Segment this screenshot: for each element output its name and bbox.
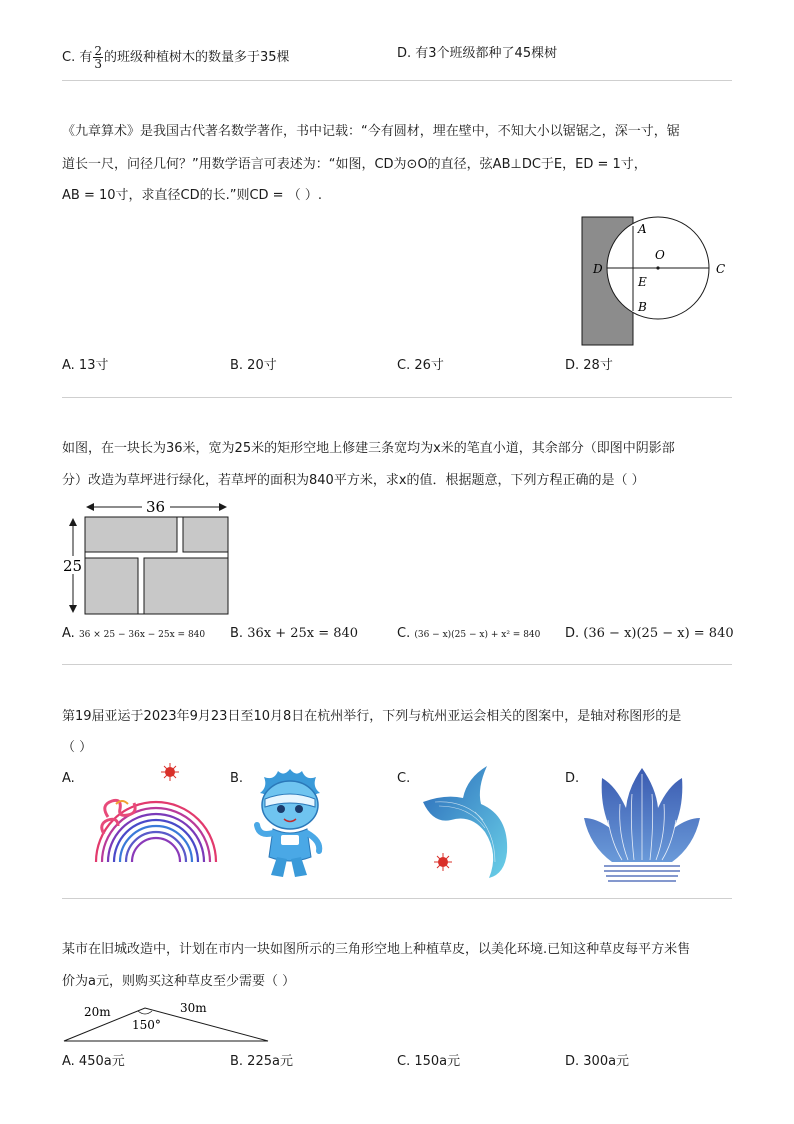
- center-point: [656, 266, 659, 269]
- q2-lawn-figure: [60, 495, 235, 620]
- q0-option-c-text: 的班级种植树木的数量多于35棵: [103, 50, 290, 65]
- q2-option-d[interactable]: [565, 626, 734, 642]
- divider: [62, 664, 732, 665]
- q4-option-d[interactable]: D. 300a元: [565, 1054, 630, 1069]
- label-a: A: [638, 222, 647, 236]
- q1-text-line-2: 道长一尺，问径几何？”用数学语言可表述为：“如图，CD为⊙O的直径，弦AB⊥DC于E，ED = 1寸，: [62, 157, 647, 172]
- lawn-block: [144, 558, 228, 614]
- fraction-denominator: 3: [94, 57, 102, 71]
- q4-option-a[interactable]: A. 450a元: [62, 1054, 125, 1069]
- q4-option-b[interactable]: B. 225a元: [230, 1054, 293, 1069]
- q1-option-d[interactable]: D. 28寸: [565, 358, 613, 373]
- label-o: O: [655, 248, 665, 262]
- q2-text-line-1: 如图，在一块长为36米，宽为25米的矩形空地上修建三条宽均为x米的笔直小道，其余部分（即图中阴影部: [62, 441, 675, 456]
- lawn-block: [85, 558, 138, 614]
- width-label: 36: [146, 498, 166, 516]
- mascot-icon[interactable]: [245, 765, 335, 885]
- side-label-30m: 30m: [180, 1001, 207, 1015]
- divider: [62, 397, 732, 398]
- lawn-block: [183, 517, 228, 552]
- q4-text-line-1: 某市在旧城改造中，计划在市内一块如图所示的三角形空地上种植草皮，以美化环境.已知这种草皮每平方米售: [62, 942, 691, 957]
- q3-label-b[interactable]: B.: [230, 771, 244, 786]
- q0-option-c-prefix: C. 有: [62, 50, 93, 65]
- q2-option-c[interactable]: [397, 626, 540, 643]
- q2-text-line-2: 分）改造为草坪进行绿化，若草坪的面积为840平方米，求x的值．根据题意，下列方程正确的是（ ）: [62, 473, 645, 488]
- q4-triangle-figure: [60, 998, 275, 1046]
- q1-text-line-3: AB = 10寸，求直径CD的长.”则CD = （ ）.: [62, 188, 322, 203]
- option-letter: C.: [397, 626, 411, 641]
- q1-circle-figure: [575, 210, 735, 350]
- q0-option-c[interactable]: [62, 45, 290, 70]
- option-equation: (36 − x)(25 − x) = 840: [583, 626, 734, 641]
- emblem-rainbow-icon[interactable]: [78, 762, 228, 884]
- label-d: D: [593, 262, 603, 276]
- q0-option-d[interactable]: D. 有3个班级都种了45棵树: [397, 46, 558, 61]
- q3-label-a[interactable]: A.: [62, 771, 75, 786]
- lawn-block: [85, 517, 177, 552]
- q3-label-d[interactable]: D.: [565, 771, 580, 786]
- lotus-icon[interactable]: [582, 764, 702, 884]
- q3-text-line-2: （ ）: [62, 740, 93, 755]
- option-letter: D.: [565, 626, 580, 641]
- label-e: E: [638, 275, 647, 289]
- angle-label: 150°: [132, 1018, 161, 1032]
- q3-text-line-1: 第19届亚运于2023年9月23日至10月8日在杭州举行，下列与杭州亚运会相关的图案中，是轴对称图形的是: [62, 709, 682, 724]
- q3-label-c[interactable]: C.: [397, 771, 411, 786]
- whale-tail-icon[interactable]: [415, 762, 515, 884]
- q2-option-b[interactable]: [230, 626, 358, 642]
- q4-text-line-2: 价为a元，则购买这种草皮至少需要（ ）: [62, 974, 296, 989]
- option-equation: 36x + 25x = 840: [247, 626, 359, 641]
- q0-fraction: [93, 45, 103, 70]
- option-equation: (36 − x)(25 − x) + x² = 840: [414, 630, 541, 640]
- label-c: C: [716, 262, 726, 276]
- side-label-20m: 20m: [84, 1005, 111, 1019]
- divider: [62, 898, 732, 899]
- q4-option-c[interactable]: C. 150a元: [397, 1054, 461, 1069]
- q1-option-a[interactable]: A. 13寸: [62, 358, 109, 373]
- divider: [62, 80, 732, 81]
- angle-arc: [138, 1011, 152, 1014]
- q1-text-line-1: 《九章算术》是我国古代著名数学著作，书中记载：“今有圆材，埋在壁中，不知大小以锯锯之，深一寸，锯: [62, 124, 680, 139]
- height-label: 25: [63, 557, 83, 575]
- q1-option-b[interactable]: B. 20寸: [230, 358, 277, 373]
- option-letter: A.: [62, 626, 75, 641]
- label-b: B: [638, 300, 647, 314]
- q2-option-a[interactable]: [62, 626, 205, 643]
- fraction-numerator: 2: [94, 44, 102, 58]
- option-letter: B.: [230, 626, 244, 641]
- option-equation: 36 × 25 − 36x − 25x = 840: [78, 630, 206, 640]
- q1-option-c[interactable]: C. 26寸: [397, 358, 444, 373]
